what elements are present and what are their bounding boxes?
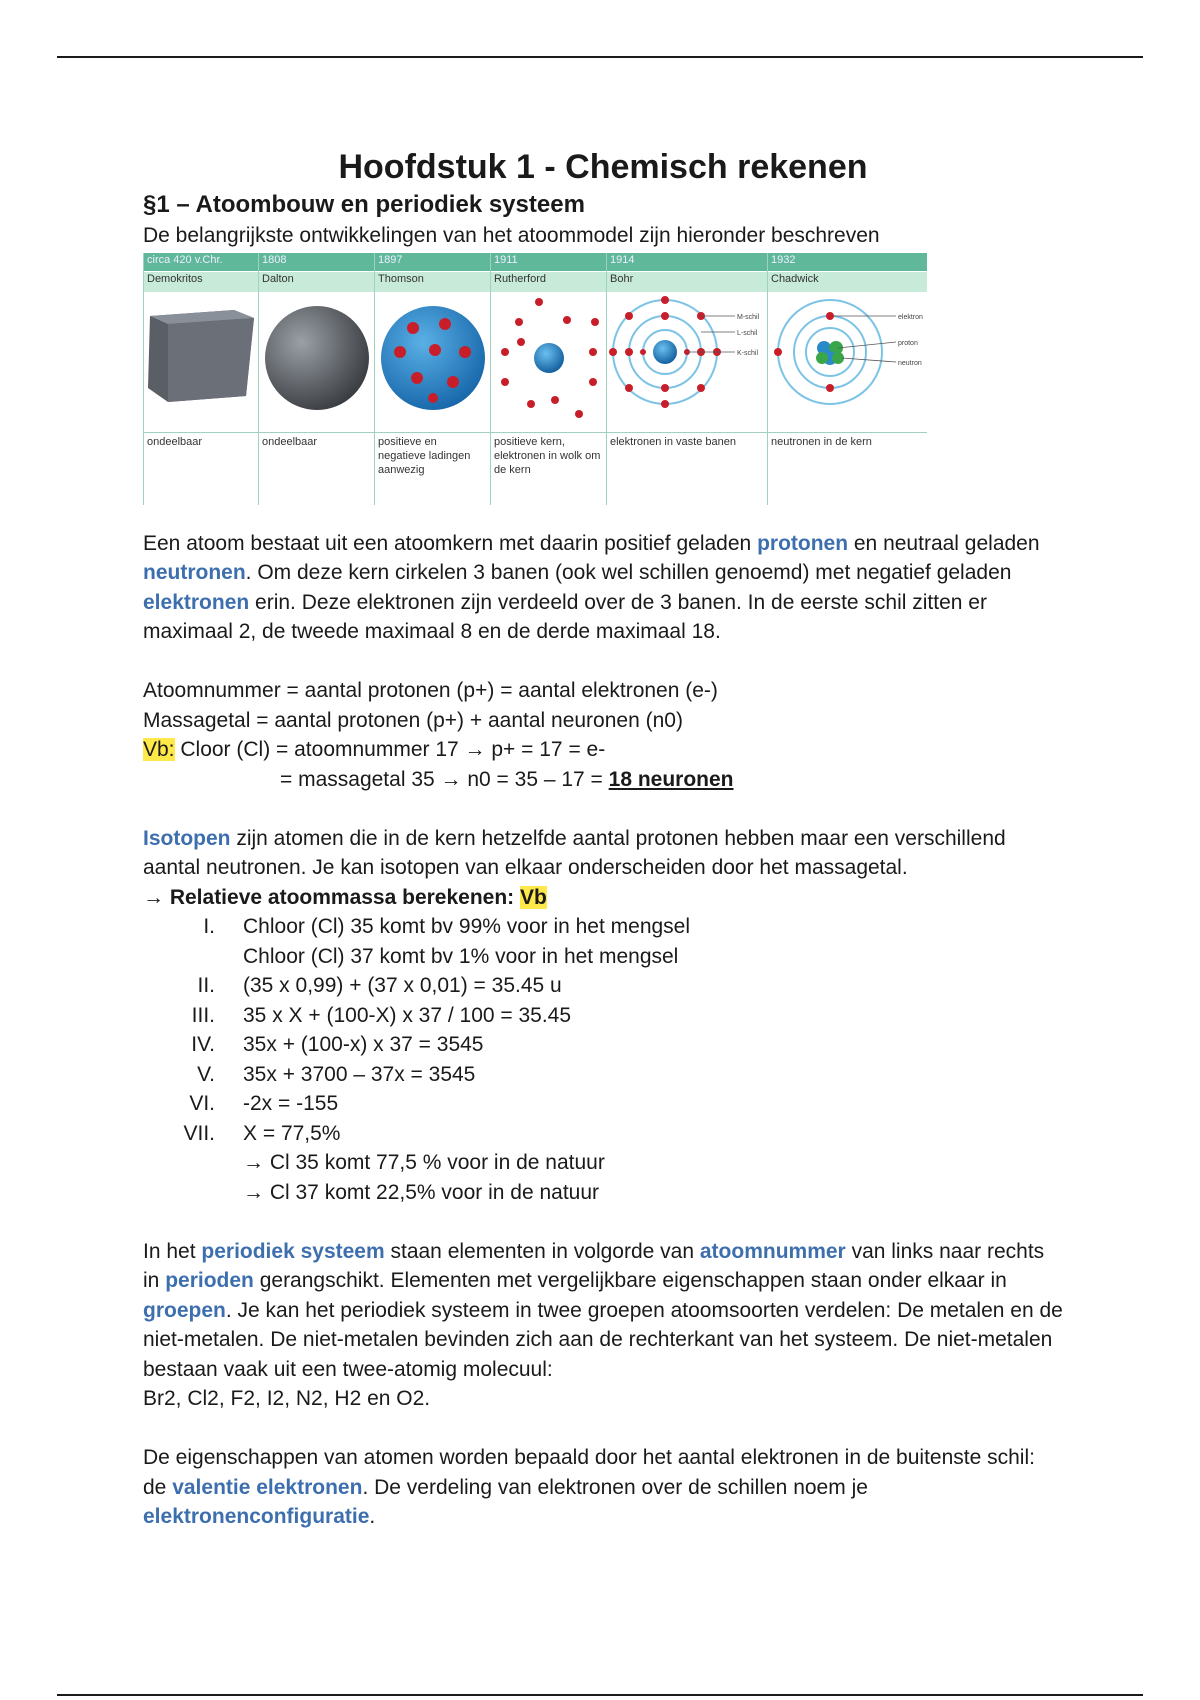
text-run: zijn atomen die in de kern hetzelfde aantal protonen hebben maar een verschillend aantal neutronen. Je kan isotopen van elkaar onderscheiden door het massagetal. — [143, 826, 1006, 879]
description-cell: ondeelbaar — [144, 432, 259, 505]
year-cell: circa 420 v.Chr. — [144, 253, 259, 272]
description-cell: elektronen in vaste banen — [607, 432, 768, 505]
list-item — [143, 1178, 1063, 1208]
description-row — [144, 432, 927, 505]
list-item — [143, 1119, 1063, 1149]
text-run: = massagetal 35 → n0 = 35 – 17 = — [280, 767, 609, 791]
description-cell: positieve en negatieve ladingen aanwezig — [375, 432, 491, 505]
text-run: De eigenschappen van atomen worden bepaald door het aantal elektronen in de buitenste schil: de — [143, 1446, 1035, 1499]
scientist-cell: Chadwick — [768, 271, 927, 292]
text-run: en neutraal geladen — [848, 531, 1040, 555]
step-text: → Cl 35 komt 77,5 % voor in de natuur — [243, 1151, 605, 1174]
text-run: Cloor (Cl) = atoomnummer 17 → p+ = 17 = e- — [174, 738, 606, 761]
keyword-neutronen: neutronen — [143, 561, 246, 584]
header-rule — [57, 56, 1143, 58]
keyword-elektronenconfiguratie: elektronenconfiguratie — [143, 1505, 370, 1528]
step-text: 35 x X + (100-X) x 37 / 100 = 35.45 — [243, 1003, 572, 1027]
atom-model-table — [143, 253, 927, 505]
step-number: II. — [197, 974, 215, 997]
list-item — [143, 912, 1063, 942]
nucleus-cloud-icon — [491, 292, 607, 433]
step-text: Chloor (Cl) 37 komt bv 1% voor in het mengsel — [243, 944, 679, 968]
chadwick-particle-label: neutron — [898, 359, 922, 367]
list-item — [143, 1060, 1063, 1090]
document-page — [143, 145, 1063, 1532]
text-run: van links naar rechts in — [143, 1239, 1045, 1292]
scientist-cell: Demokritos — [144, 271, 259, 292]
scientist-row — [144, 271, 927, 292]
atom-structure-paragraph — [143, 529, 1063, 647]
text-run: . Je kan het periodiek systeem in twee groepen atoomsoorten verdelen: De metalen en de niet-metalen. De niet-metalen bevinden zich aan de rechterkant van het systeem. De niet-metalen bestaan vaak uit een twee-atomig molecuul: — [143, 1298, 1063, 1381]
text-run: Een atoom bestaat uit een atoomkern met daarin positief geladen — [143, 531, 758, 555]
description-cell: positieve kern, elektronen in wolk om de kern — [491, 432, 607, 505]
example-neutron-result — [143, 765, 1063, 795]
keyword-periodiek-systeem: periodiek systeem — [201, 1239, 385, 1263]
keyword-perioden: perioden — [165, 1269, 254, 1292]
step-number: VI. — [189, 1092, 215, 1115]
chadwick-particle-label: proton — [898, 339, 918, 347]
keyword-atoomnummer: atoomnummer — [699, 1239, 846, 1263]
atom-model-figure — [143, 253, 926, 509]
scientist-cell: Thomson — [375, 271, 491, 292]
example-label: Vb — [520, 885, 547, 909]
year-cell: 1897 — [375, 253, 491, 272]
model-image-row — [144, 292, 927, 433]
text-run: gerangschikt. Elementen met vergelijkbare eigenschappen staan onder elkaar in — [253, 1269, 1007, 1292]
bohr-model-icon — [607, 292, 768, 433]
step-text: → Cl 37 komt 22,5% voor in de natuur — [243, 1180, 600, 1204]
step-number: III. — [191, 1003, 215, 1027]
chadwick-particle-label: elektron — [898, 313, 923, 321]
year-cell: 1808 — [259, 253, 375, 272]
text-run: erin. Deze elektronen zijn verdeeld over de 3 banen. In de eerste schil zitten er maximaal 2, de tweede maximaal 8 en de derde maximaal 18. — [143, 590, 987, 643]
year-cell: 1914 — [607, 253, 768, 272]
list-item — [143, 942, 1063, 972]
step-text: Chloor (Cl) 35 komt bv 99% voor in het mengsel — [243, 915, 691, 938]
intro-text: De belangrijkste ontwikkelingen van het atoommodel zijn hieronder beschreven — [143, 224, 880, 247]
page-title: Hoofdstuk 1 - Chemisch rekenen — [338, 148, 868, 186]
example-label: Vb: — [143, 738, 175, 761]
bohr-shell-label: L-schil — [737, 329, 758, 337]
step-number: IV. — [191, 1033, 215, 1056]
list-item — [143, 1089, 1063, 1119]
valence-paragraph — [143, 1443, 1063, 1532]
plum-pudding-icon — [375, 292, 491, 433]
sphere-icon — [259, 292, 375, 433]
footer-rule — [57, 1694, 1143, 1696]
list-item — [143, 1148, 1063, 1178]
text-run: . — [369, 1505, 376, 1528]
bohr-shell-label: M-schil — [737, 313, 760, 321]
list-item — [143, 1001, 1063, 1031]
relative-mass-heading — [143, 883, 1063, 913]
step-number — [143, 942, 215, 972]
year-cell: 1932 — [768, 253, 927, 272]
cube-icon — [144, 292, 259, 433]
keyword-groepen: groepen — [143, 1298, 226, 1322]
scientist-cell: Dalton — [259, 271, 375, 292]
periodic-table-paragraph — [143, 1237, 1063, 1385]
keyword-protonen: protonen — [757, 531, 849, 555]
step-text: X = 77,5% — [243, 1121, 341, 1145]
isotope-paragraph — [143, 824, 1063, 883]
description-cell: neutronen in de kern — [768, 432, 927, 505]
step-number: V. — [197, 1062, 215, 1086]
text-run: . De verdeling van elektronen over de schillen noem je — [362, 1475, 868, 1499]
text-run: . Om deze kern cirkelen 3 banen (ook wel schillen genoemd) met negatief geladen — [245, 561, 1012, 584]
keyword-isotopen: Isotopen — [143, 826, 231, 850]
text-run: staan elementen in volgorde van — [384, 1239, 700, 1263]
result-value: 18 neuronen — [608, 767, 734, 791]
chadwick-model-icon — [768, 292, 927, 433]
step-number: I. — [203, 915, 215, 938]
step-text: 35x + 3700 – 37x = 3545 — [243, 1062, 476, 1086]
formula-atoomnummer: Atoomnummer = aantal protonen (p+) = aantal elektronen (e-) — [143, 679, 718, 702]
bohr-shell-label: K-schil — [737, 349, 759, 357]
step-text: -2x = -155 — [243, 1092, 339, 1115]
scientist-cell: Bohr — [607, 271, 768, 292]
step-number: VII. — [183, 1121, 215, 1145]
list-item — [143, 1030, 1063, 1060]
example-chlorine — [143, 735, 1063, 765]
keyword-elektronen: elektronen — [143, 590, 250, 614]
diatomic-molecules: Br2, Cl2, F2, I2, N2, H2 en O2. — [143, 1387, 431, 1410]
description-cell: ondeelbaar — [259, 432, 375, 505]
step-text: 35x + (100-x) x 37 = 3545 — [243, 1033, 484, 1056]
formula-massagetal: Massagetal = aantal protonen (p+) + aantal neuronen (n0) — [143, 708, 683, 732]
step-number — [143, 1148, 215, 1178]
year-cell: 1911 — [491, 253, 607, 272]
keyword-valentie-elektronen: valentie elektronen — [172, 1475, 363, 1499]
calculation-steps — [143, 912, 1063, 1207]
step-text: (35 x 0,99) + (37 x 0,01) = 35.45 u — [243, 974, 562, 997]
scientist-cell: Rutherford — [491, 271, 607, 292]
step-number — [143, 1178, 215, 1208]
year-row — [144, 253, 927, 272]
section-heading: §1 – Atoombouw en periodiek systeem — [143, 191, 585, 218]
text-run: In het — [143, 1239, 202, 1263]
list-item — [143, 971, 1063, 1001]
text-run: → Relatieve atoommassa berekenen: — [143, 885, 520, 909]
